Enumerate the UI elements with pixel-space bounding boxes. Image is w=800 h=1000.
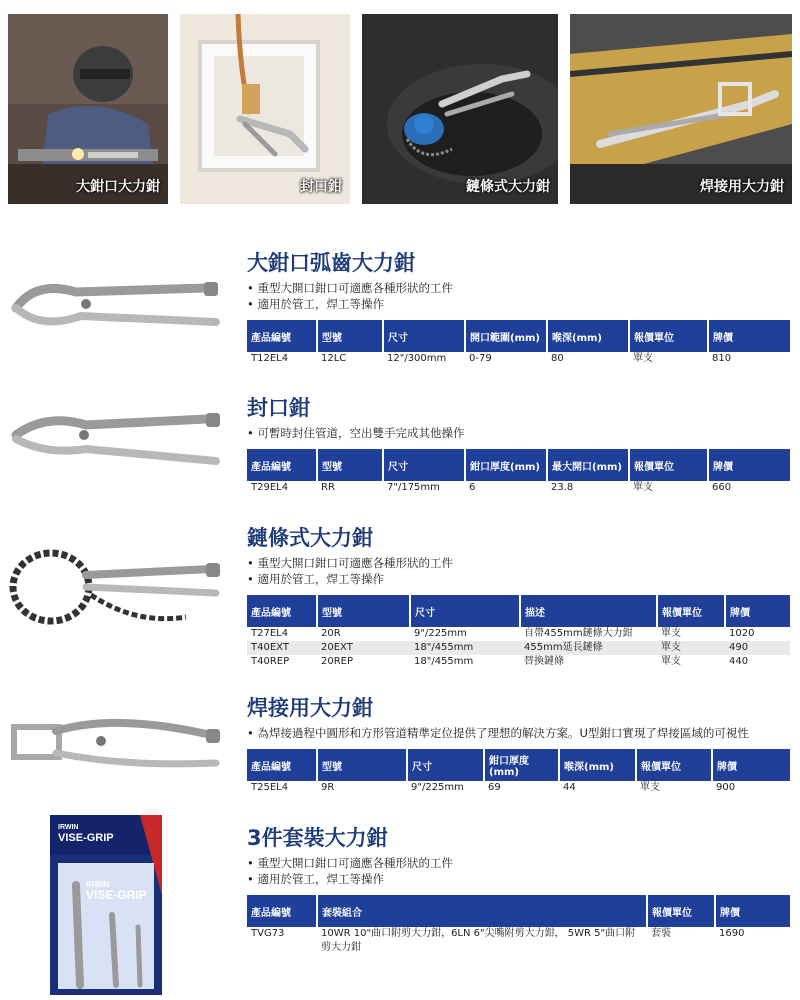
table-cell: T40REP [251, 656, 290, 667]
column-header: 喉深(mm) [559, 749, 636, 781]
table-cell: 單支 [633, 353, 653, 364]
section-large-jaw-plier [247, 250, 790, 366]
photo-weld-clamp [570, 14, 792, 204]
table-cell: T29EL4 [251, 482, 289, 493]
package-brand: IRWIN [58, 824, 79, 831]
table-header-row [247, 749, 790, 781]
column-header: 型號 [317, 320, 383, 352]
feature-list [247, 725, 790, 741]
column-header: 套裝組合 [317, 895, 647, 927]
column-header: 尺寸 [407, 749, 484, 781]
feature-item: • 重型大開口鉗口可適應各種形狀的工件 [247, 855, 790, 871]
three-piece-set-package-image [50, 815, 162, 995]
photo-chain [362, 14, 558, 204]
table-header-row [247, 895, 790, 927]
spec-table [247, 449, 790, 495]
table-cell: 單支 [640, 782, 660, 793]
table-cell: 900 [716, 782, 736, 793]
section-title: 3件套裝大力鉗 [247, 826, 388, 850]
column-header: 描述 [520, 595, 657, 627]
table-cell: T12EL4 [251, 353, 289, 364]
table-row [247, 641, 790, 655]
spec-table [247, 749, 790, 795]
column-header: 產品編號 [247, 320, 317, 352]
spec-table [247, 895, 790, 955]
feature-item: • 適用於管工，焊工等操作 [247, 871, 790, 887]
column-header: 型號 [317, 595, 410, 627]
table-cell: 1690 [719, 928, 745, 939]
table-cell: T27EL4 [251, 628, 289, 639]
table-cell: 9R [321, 782, 335, 793]
feature-list [247, 425, 790, 441]
table-cell: 80 [551, 353, 564, 364]
table-cell: 18"/455mm [414, 656, 474, 667]
column-header: 報價單位 [657, 595, 725, 627]
spec-table [247, 595, 790, 669]
table-row [247, 655, 790, 669]
table-cell: T25EL4 [251, 782, 289, 793]
package-brand-small: IRWIN [86, 880, 110, 889]
table-cell: T40EXT [247, 641, 317, 655]
table-cell: 10WR 10"曲口附剪大力鉗，6LN 6"尖嘴附剪大力鉗， 5WR 5"曲口附剪大力鉗 [321, 928, 636, 953]
table-header-row [247, 449, 790, 481]
table-cell: 810 [712, 353, 732, 364]
feature-item: • 適用於管工，焊工等操作 [247, 571, 790, 587]
table-cell: 套裝 [651, 928, 671, 939]
table-cell: RR [321, 482, 335, 493]
spec-table [247, 320, 790, 366]
package-product-large: VISE-GRIP [86, 888, 147, 902]
feature-item: • 適用於管工，焊工等操作 [247, 296, 790, 312]
table-row [247, 352, 790, 366]
table-cell: 9"/225mm [414, 628, 467, 639]
column-header: 報價單位 [636, 749, 712, 781]
table-cell: 20REP [321, 656, 354, 667]
table-cell: 490 [725, 641, 790, 655]
column-header: 尺寸 [383, 320, 465, 352]
table-cell: 自帶455mm鏈條大力鉗 [524, 628, 633, 639]
feature-list [247, 280, 790, 312]
chain-plier-image [6, 545, 226, 630]
column-header: 尺寸 [410, 595, 520, 627]
column-header: 產品編號 [247, 595, 317, 627]
section-chain-plier [247, 525, 790, 669]
section-title: 焊接用大力鉗 [247, 696, 373, 720]
table-row [247, 927, 790, 955]
column-header: 牌價 [715, 895, 790, 927]
table-cell: 12LC [321, 353, 347, 364]
column-header: 鉗口厚度(mm) [484, 749, 559, 781]
column-header: 報價單位 [629, 449, 708, 481]
sealing-plier-image [6, 405, 226, 475]
table-cell: 單支 [661, 628, 681, 639]
column-header: 鉗口厚度(mm) [465, 449, 547, 481]
table-cell: 12"/300mm [387, 353, 447, 364]
table-cell: 單支 [633, 482, 653, 493]
table-cell: 44 [563, 782, 576, 793]
table-cell: 455mm延長鏈條 [520, 641, 657, 655]
table-cell: 440 [729, 656, 749, 667]
column-header: 型號 [317, 449, 383, 481]
photo-caption: 封口鉗 [300, 179, 342, 195]
photo-caption: 焊接用大力鉗 [700, 179, 784, 195]
table-cell: TVG73 [251, 928, 285, 939]
feature-list [247, 855, 790, 887]
column-header: 型號 [317, 749, 407, 781]
table-cell: 20EXT [317, 641, 410, 655]
section-three-piece-set [247, 825, 790, 955]
table-cell: 9"/225mm [411, 782, 464, 793]
table-cell: 660 [712, 482, 732, 493]
column-header: 產品編號 [247, 895, 317, 927]
table-cell: 單支 [657, 641, 725, 655]
feature-item: • 重型大開口鉗口可適應各種形狀的工件 [247, 280, 790, 296]
feature-list [247, 555, 790, 587]
table-header-row [247, 595, 790, 627]
column-header: 產品編號 [247, 449, 317, 481]
table-row [247, 481, 790, 495]
section-title: 鏈條式大力鉗 [247, 526, 373, 550]
table-cell: 7"/175mm [387, 482, 440, 493]
photo-caption: 鏈條式大力鉗 [466, 179, 550, 195]
feature-item: • 可暫時封住管道，空出雙手完成其他操作 [247, 425, 790, 441]
table-row [247, 781, 790, 795]
table-cell: 18"/455mm [410, 641, 520, 655]
table-header-row [247, 320, 790, 352]
column-header: 報價單位 [629, 320, 708, 352]
photo-welding [8, 14, 168, 204]
large-jaw-plier-image [6, 270, 226, 340]
table-cell: 0-79 [469, 353, 492, 364]
section-sealing-plier [247, 395, 790, 495]
column-header: 牌價 [712, 749, 790, 781]
column-header: 報價單位 [647, 895, 715, 927]
photo-caption: 大鉗口大力鉗 [76, 179, 160, 195]
column-header: 喉深(mm) [547, 320, 629, 352]
column-header: 開口範圍(mm) [465, 320, 547, 352]
table-cell: 單支 [661, 656, 681, 667]
section-title: 封口鉗 [247, 396, 310, 420]
column-header: 最大開口(mm) [547, 449, 629, 481]
feature-item: • 為焊接過程中圓形和方形管道精準定位提供了理想的解決方案。U型鉗口實現了焊接區域的可視性 [247, 725, 790, 741]
welding-clamp-image [6, 705, 226, 785]
table-cell: 替換鏈條 [524, 656, 564, 667]
feature-item: • 重型大開口鉗口可適應各種形狀的工件 [247, 555, 790, 571]
table-cell: 20R [321, 628, 341, 639]
table-cell: 6 [469, 482, 476, 493]
table-row [247, 627, 790, 641]
table-cell: 69 [488, 782, 501, 793]
column-header: 尺寸 [383, 449, 465, 481]
column-header: 牌價 [725, 595, 790, 627]
table-cell: 1020 [729, 628, 755, 639]
section-welding-clamp [247, 695, 790, 795]
column-header: 產品編號 [247, 749, 317, 781]
photo-sealing [180, 14, 350, 204]
package-product: VISE-GRIP [58, 832, 114, 844]
column-header: 牌價 [708, 449, 790, 481]
section-title: 大鉗口弧齒大力鉗 [247, 251, 415, 275]
table-cell: 23.8 [551, 482, 574, 493]
column-header: 牌價 [708, 320, 790, 352]
